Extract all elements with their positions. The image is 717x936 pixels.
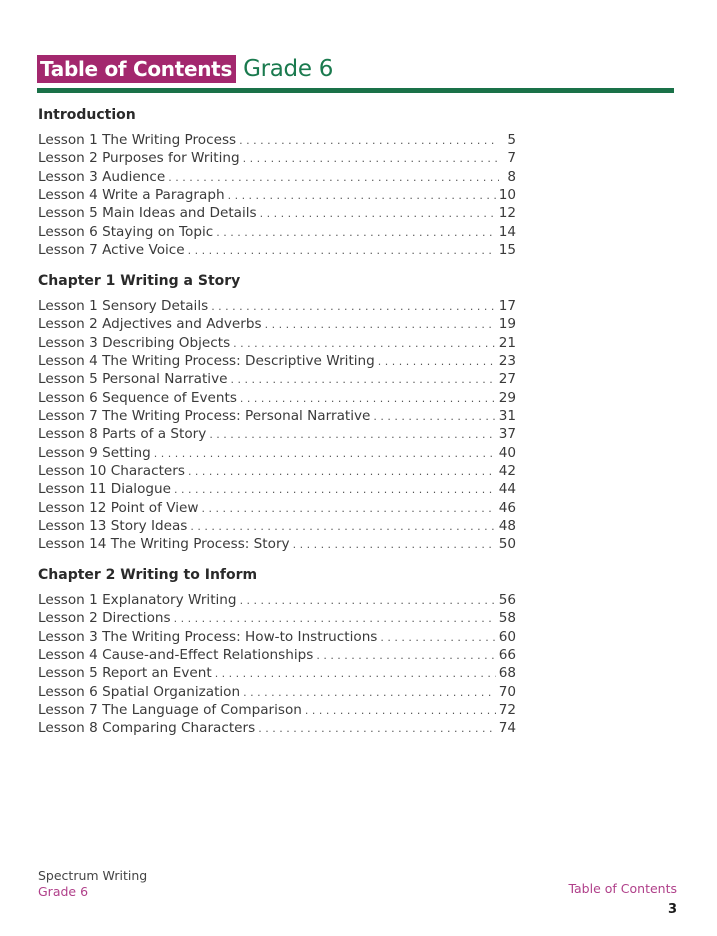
lesson-page-number: 17 <box>498 298 516 314</box>
lesson-page-number: 58 <box>498 610 516 627</box>
lesson-list <box>38 297 516 554</box>
toc-entry <box>38 186 516 204</box>
section-title: Chapter 2 Writing to Inform <box>38 567 258 583</box>
footer-book-info <box>38 868 147 900</box>
toc-entry <box>38 609 516 627</box>
lesson-title: Lesson 6 Sequence of Events <box>38 389 237 406</box>
footer-series-title: Spectrum Writing <box>38 868 148 883</box>
dot-leader <box>188 242 496 260</box>
lesson-title: Lesson 7 Active Voice <box>38 242 185 259</box>
toc-entry <box>38 168 516 186</box>
grade-subtitle: Grade 6 <box>243 56 334 82</box>
toc-banner: Table of Contents <box>37 55 236 83</box>
dot-leader <box>373 408 495 426</box>
lesson-list <box>38 591 516 738</box>
lesson-page-number: 29 <box>498 389 516 406</box>
lesson-title: Lesson 2 Adjectives and Adverbs <box>38 316 262 333</box>
dot-leader <box>174 481 496 499</box>
page-header <box>37 55 333 83</box>
lesson-page-number: 10 <box>498 187 516 204</box>
toc-entry <box>38 334 516 352</box>
toc-entry <box>38 499 516 517</box>
footer-section-name: Table of Contents <box>568 881 677 896</box>
lesson-page-number: 50 <box>498 536 516 553</box>
page-number: 3 <box>667 902 677 917</box>
toc-entry <box>38 591 516 609</box>
dot-leader <box>258 720 495 738</box>
toc-entry <box>38 628 516 646</box>
lesson-page-number: 68 <box>498 665 516 682</box>
toc-entry <box>38 683 516 701</box>
dot-leader <box>168 169 499 187</box>
lesson-page-number: 23 <box>498 353 516 370</box>
lesson-title: Lesson 1 Explanatory Writing <box>38 592 237 608</box>
dot-leader <box>378 353 496 371</box>
lesson-title: Lesson 11 Dialogue <box>38 481 172 498</box>
toc-entry <box>38 241 516 259</box>
toc-entry <box>38 407 516 425</box>
lesson-page-number: 8 <box>507 168 516 185</box>
dot-leader <box>211 298 496 316</box>
lesson-title: Lesson 2 Directions <box>38 610 171 627</box>
toc-entry <box>38 701 516 719</box>
lesson-title: Lesson 2 Purposes for Writing <box>38 150 240 167</box>
lesson-title: Lesson 3 The Writing Process: How-to Instructions <box>38 628 378 645</box>
lesson-title: Lesson 4 Cause-and-Effect Relationships <box>38 647 314 664</box>
lesson-title: Lesson 13 Story Ideas <box>38 518 188 535</box>
toc-entry <box>38 315 516 333</box>
dot-leader <box>233 335 496 353</box>
toc-entry <box>38 223 516 241</box>
dot-leader <box>243 150 499 168</box>
toc-entry <box>38 719 516 737</box>
dot-leader <box>240 390 496 408</box>
dot-leader <box>190 518 495 536</box>
dot-leader <box>215 665 496 683</box>
dot-leader <box>293 536 496 554</box>
dot-leader <box>265 316 496 334</box>
lesson-title: Lesson 14 The Writing Process: Story <box>38 536 290 553</box>
lesson-title: Lesson 3 Describing Objects <box>38 334 231 351</box>
toc-entry <box>38 297 516 315</box>
toc-entry <box>38 131 516 149</box>
lesson-page-number: 66 <box>498 647 516 664</box>
lesson-page-number: 42 <box>498 463 516 480</box>
lesson-title: Lesson 5 Personal Narrative <box>38 371 228 388</box>
header-divider <box>37 88 674 93</box>
dot-leader <box>216 224 495 242</box>
lesson-title: Lesson 12 Point of View <box>38 499 199 516</box>
lesson-page-number: 40 <box>498 444 516 461</box>
toc-entry <box>38 462 516 480</box>
footer-grade: Grade 6 <box>38 884 89 899</box>
lesson-page-number: 72 <box>498 702 516 719</box>
lesson-title: Lesson 9 Setting <box>38 444 151 461</box>
lesson-title: Lesson 5 Main Ideas and Details <box>38 205 257 222</box>
lesson-page-number: 70 <box>498 683 516 700</box>
lesson-page-number: 48 <box>498 518 516 535</box>
lesson-page-number: 46 <box>498 499 516 516</box>
lesson-title: Lesson 1 Sensory Details <box>38 298 209 314</box>
dot-leader <box>305 702 496 720</box>
dot-leader <box>316 647 495 665</box>
toc-entry <box>38 535 516 553</box>
lesson-title: Lesson 7 The Language of Comparison <box>38 702 302 719</box>
toc-entry <box>38 370 516 388</box>
lesson-page-number: 56 <box>498 592 516 608</box>
toc-entry <box>38 517 516 535</box>
toc-entry <box>38 389 516 407</box>
toc-entry <box>38 480 516 498</box>
toc-entry <box>38 664 516 682</box>
lesson-page-number: 14 <box>498 223 516 240</box>
dot-leader <box>202 500 496 518</box>
toc-entry <box>38 646 516 664</box>
dot-leader <box>188 463 496 481</box>
lesson-page-number: 44 <box>498 481 516 498</box>
lesson-title: Lesson 3 Audience <box>38 168 166 185</box>
dot-leader <box>230 371 495 389</box>
lesson-page-number: 15 <box>498 242 516 259</box>
lesson-page-number: 27 <box>498 371 516 388</box>
lesson-title: Lesson 10 Characters <box>38 463 185 480</box>
toc-entry <box>38 149 516 167</box>
lesson-page-number: 31 <box>498 408 516 425</box>
lesson-title: Lesson 4 Write a Paragraph <box>38 187 225 204</box>
lesson-title: Lesson 1 The Writing Process <box>38 132 237 148</box>
footer-page-info <box>568 881 677 919</box>
lesson-page-number: 74 <box>498 720 516 737</box>
lesson-page-number: 37 <box>498 426 516 443</box>
lesson-title: Lesson 6 Staying on Topic <box>38 223 214 240</box>
section-chapter-2 <box>38 565 516 738</box>
dot-leader <box>209 426 495 444</box>
lesson-page-number: 19 <box>498 316 516 333</box>
lesson-title: Lesson 5 Report an Event <box>38 665 212 682</box>
section-chapter-1 <box>38 271 516 554</box>
dot-leader <box>380 629 495 647</box>
dot-leader <box>240 592 496 610</box>
lesson-title: Lesson 7 The Writing Process: Personal Narrative <box>38 408 371 425</box>
lesson-title: Lesson 8 Parts of a Story <box>38 426 207 443</box>
lesson-page-number: 21 <box>498 334 516 351</box>
section-title: Chapter 1 Writing a Story <box>38 273 241 289</box>
toc-entry <box>38 204 516 222</box>
toc-entry <box>38 444 516 462</box>
dot-leader <box>239 132 499 150</box>
dot-leader <box>228 187 496 205</box>
toc-entry <box>38 425 516 443</box>
dot-leader <box>260 205 496 223</box>
lesson-page-number: 60 <box>498 628 516 645</box>
lesson-title: Lesson 6 Spatial Organization <box>38 683 241 700</box>
lesson-title: Lesson 8 Comparing Characters <box>38 720 256 737</box>
lesson-page-number: 5 <box>507 132 516 148</box>
dot-leader <box>154 445 496 463</box>
toc-entry <box>38 352 516 370</box>
lesson-page-number: 12 <box>498 205 516 222</box>
lesson-list <box>38 131 516 259</box>
lesson-title: Lesson 4 The Writing Process: Descriptive Writing <box>38 353 375 370</box>
lesson-page-number: 7 <box>507 150 516 167</box>
dot-leader <box>174 610 496 628</box>
section-title: Introduction <box>38 107 136 123</box>
section-introduction <box>38 105 516 259</box>
dot-leader <box>243 684 496 702</box>
